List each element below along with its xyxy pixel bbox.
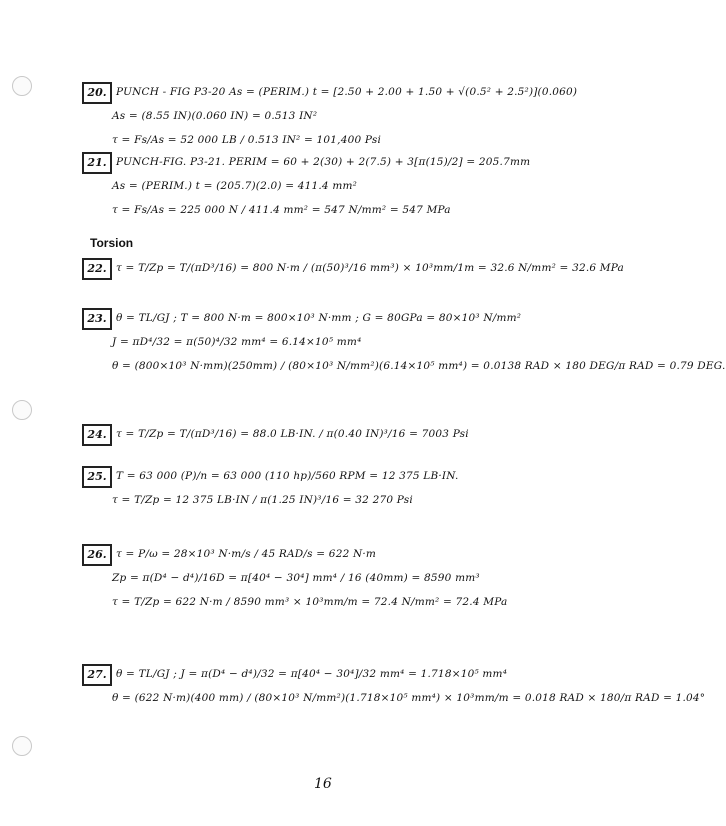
problem-number-box: 26. (82, 544, 112, 566)
solution-line: τ = T/Zp = T/(πD³/16) = 88.0 LB·IN. / π(0.40 IN)³/16 = 7003 Psi (116, 428, 469, 440)
problem-number-box: 22. (82, 258, 112, 280)
solution-line: τ = Fs/As = 225 000 N / 411.4 mm² = 547 N/mm² = 547 MPa (112, 204, 451, 216)
solution-line: τ = Fs/As = 52 000 LB / 0.513 IN² = 101,400 Psi (112, 134, 382, 146)
solution-line: T = 63 000 (P)/n = 63 000 (110 hp)/560 RPM = 12 375 LB·IN. (116, 470, 459, 482)
solution-line: θ = TL/GJ ; T = 800 N·m = 800×10³ N·mm ; G = 80GPa = 80×10³ N/mm² (116, 312, 522, 324)
section-heading-torsion: Torsion (90, 236, 134, 250)
problem-number-box: 27. (82, 664, 112, 686)
problem-number-box: 25. (82, 466, 112, 488)
page-number: 16 (314, 776, 332, 792)
solution-line: τ = T/Zp = 12 375 LB·IN / π(1.25 IN)³/16 = 32 270 Psi (112, 494, 413, 506)
solution-line: τ = P/ω = 28×10³ N·m/s / 45 RAD/s = 622 N·m (116, 548, 377, 560)
binder-hole-top (12, 76, 32, 96)
solution-line: J = πD⁴/32 = π(50)⁴/32 mm⁴ = 6.14×10⁵ mm⁴ (112, 336, 362, 348)
solution-line: As = (PERIM.) t = (205.7)(2.0) = 411.4 mm² (112, 180, 358, 192)
binder-hole-bottom (12, 736, 32, 756)
solution-line: τ = T/Zp = T/(πD³/16) = 800 N·m / (π(50)³/16 mm³) × 10³mm/1m = 32.6 N/mm² = 32.6 MPa (116, 262, 624, 274)
binder-hole-middle (12, 400, 32, 420)
problem-number-box: 23. (82, 308, 112, 330)
solution-line: θ = (622 N·m)(400 mm) / (80×10³ N/mm²)(1.718×10⁵ mm⁴) × 10³mm/m = 0.018 RAD × 180/π RAD = 1.04° (112, 692, 706, 704)
solution-line: As = (8.55 IN)(0.060 IN) = 0.513 IN² (112, 110, 318, 122)
solution-line: Zp = π(D⁴ − d⁴)/16D = π[40⁴ − 30⁴] mm⁴ / 16 (40mm) = 8590 mm³ (112, 572, 480, 584)
solution-line: PUNCH - FIG P3-20 As = (PERIM.) t = [2.50 + 2.00 + 1.50 + √(0.5² + 2.5²)](0.060) (116, 86, 578, 98)
solution-line: τ = T/Zp = 622 N·m / 8590 mm³ × 10³mm/m = 72.4 N/mm² = 72.4 MPa (112, 596, 508, 608)
problem-number-box: 24. (82, 424, 112, 446)
solution-line: PUNCH-FIG. P3-21. PERIM = 60 + 2(30) + 2(7.5) + 3[π(15)/2] = 205.7mm (116, 156, 531, 168)
problem-number-box: 21. (82, 152, 112, 174)
solution-line: θ = TL/GJ ; J = π(D⁴ − d⁴)/32 = π[40⁴ − 30⁴]/32 mm⁴ = 1.718×10⁵ mm⁴ (116, 668, 508, 680)
solution-line: θ = (800×10³ N·mm)(250mm) / (80×10³ N/mm²)(6.14×10⁵ mm⁴) = 0.0138 RAD × 180 DEG/π RAD = 0.79 DEG. (112, 360, 726, 372)
problem-number-box: 20. (82, 82, 112, 104)
